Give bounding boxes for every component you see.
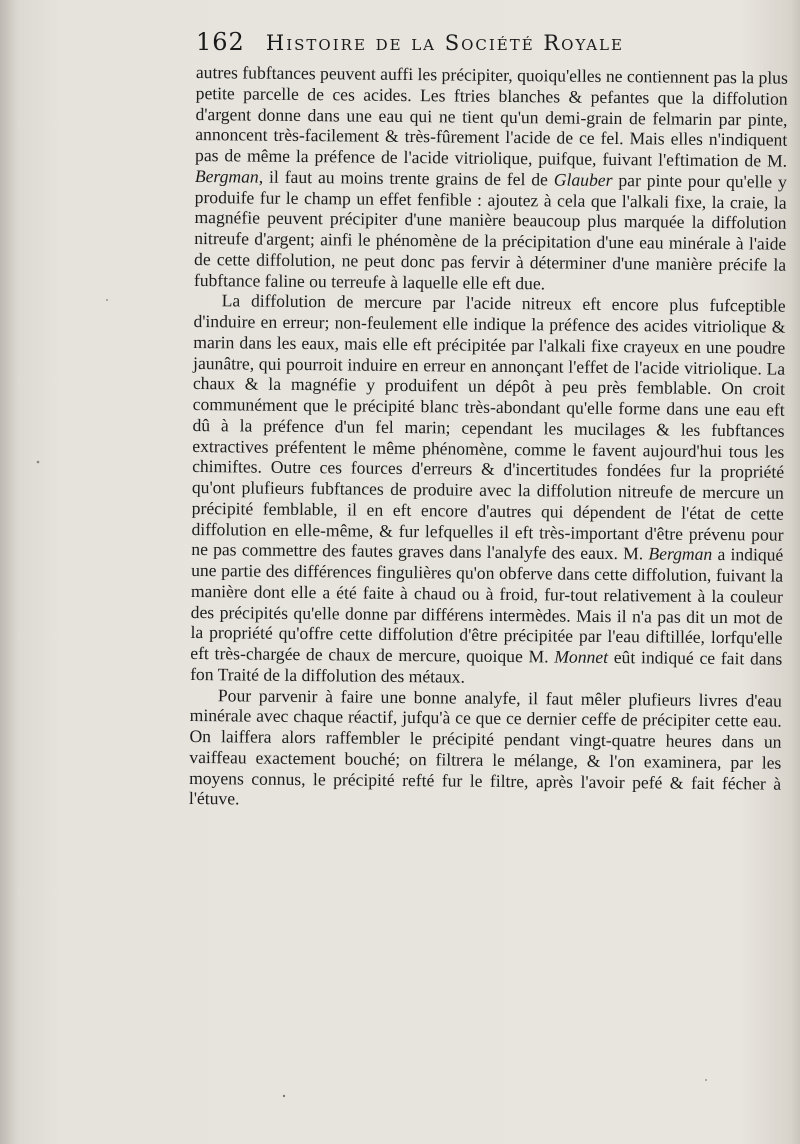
text-run: La diffolution de mercure par l'acide nitreux eft encore plus fufceptible d'induire en erreur; non-feulement elle indique la préfence des acides vitriolique & marin dans les eaux, mais elle eft précipitée par l'alkali fixe crayeux en une poudre jaunâtre, qui pourroit induire en erreur en annonçant l'effet de l'acide vitriolique. La chaux & la magnéfie y produifent un dépôt à peu près femblable. On croit communément que le précipité blanc très-abondant qu'elle forme dans une eau eft dû à la préfence d'un fel marin; cependant les mucilages & les fubftances extractives préfentent le même phénomène, comme le favent aujourd'hui tous les chimiftes. Outre ces fources d'erreurs & d'incertitudes fondées fur la propriété qu'ont plufieurs fubftances de produire avec la diffolution nitreufe de mercure un précipité femblable, il en eft encore d'autres qui dépendent de l'état de cette diffolution en elle-même, & fur lefquelles il eft très-important d'être prévenu pour ne pas commettre des fautes graves dans l'analyfe des eaux. M. [191, 290, 786, 564]
running-head [196, 28, 756, 62]
speck [106, 299, 108, 301]
text-run: autres fubftances peuvent auffi les précipiter, quoiqu'elles ne contiennent pas la plus petite parcelle de ces acides. Les ftries blanches & pefantes que la diffolution d'argent donne dans une eau qui ne tient qu'un demi-grain de felmarin par pinte, annoncent très-facilement & très-fûrement l'acide de ce fel. Mais elles n'indiquent pas de même la préfence de l'acide vitriolique, puifque, fuivant l'eftimation de M. [195, 62, 788, 171]
text-run: , il faut au moins trente grains de fel de [258, 166, 554, 190]
text-run: eût indiqué ce fait dans fon Traité de la diffolution des métaux. [190, 646, 783, 687]
body-text [189, 62, 788, 815]
speck [705, 1079, 707, 1081]
text-run: a indiqué une partie des différences fingulières qu'on obferve dans cette diffolution, fuivant la manière dont elle a été faite à chaud ou à froid, fur-tout relativement à la couleur des précipités qu'elle donne par différens intermèdes. Mais il n'a pas dit un mot de la propriété qu'offre cette diffolution d'être précipitée par l'eau diftillée, lorfqu'elle eft très-chargée de chaux de mercure, quoique M. [190, 544, 784, 667]
running-title: Histoire de la Société Royale [265, 31, 624, 55]
person-name: Glauber [553, 169, 613, 190]
text-run: par pinte pour qu'elle y produife fur le champ un effet fenfible : ajoutez à cela que l'alkali fixe, la craie, la magnéfie peuvent précipiter d'une manière beaucoup plus marquée la diffolution nitreufe d'argent; ainfi le phénomène de la précipitation d'une eau minérale à l'aide de cette diffolution, ne peut donc pas fervir à déterminer d'une manière précife la fubftance faline ou terreufe à laquelle elle eft due. [193, 169, 787, 293]
person-name: Bergman [648, 543, 713, 565]
paragraph [190, 290, 786, 690]
speck [283, 1095, 285, 1097]
paragraph [189, 684, 782, 814]
person-name: Monnet [554, 646, 609, 667]
speck [37, 461, 40, 464]
person-name: Bergman [194, 165, 259, 187]
paragraph [194, 62, 788, 296]
text-run: Pour parvenir à faire une bonne analyfe, il faut mêler plufieurs livres d'eau minérale avec chaque réactif, jufqu'à ce que ce dernier ceffe de précipiter cette eau. On laiffera alors raffembler le précipité pendant vingt-quatre heures dans un vaiffeau exactement bouché; on filtrera le mélange, & l'on examinera, par les moyens connus, le précipité refté fur le filtre, après l'avoir pefé & fait fécher à l'étuve. [188, 684, 782, 809]
page-number: 162 [196, 28, 245, 56]
